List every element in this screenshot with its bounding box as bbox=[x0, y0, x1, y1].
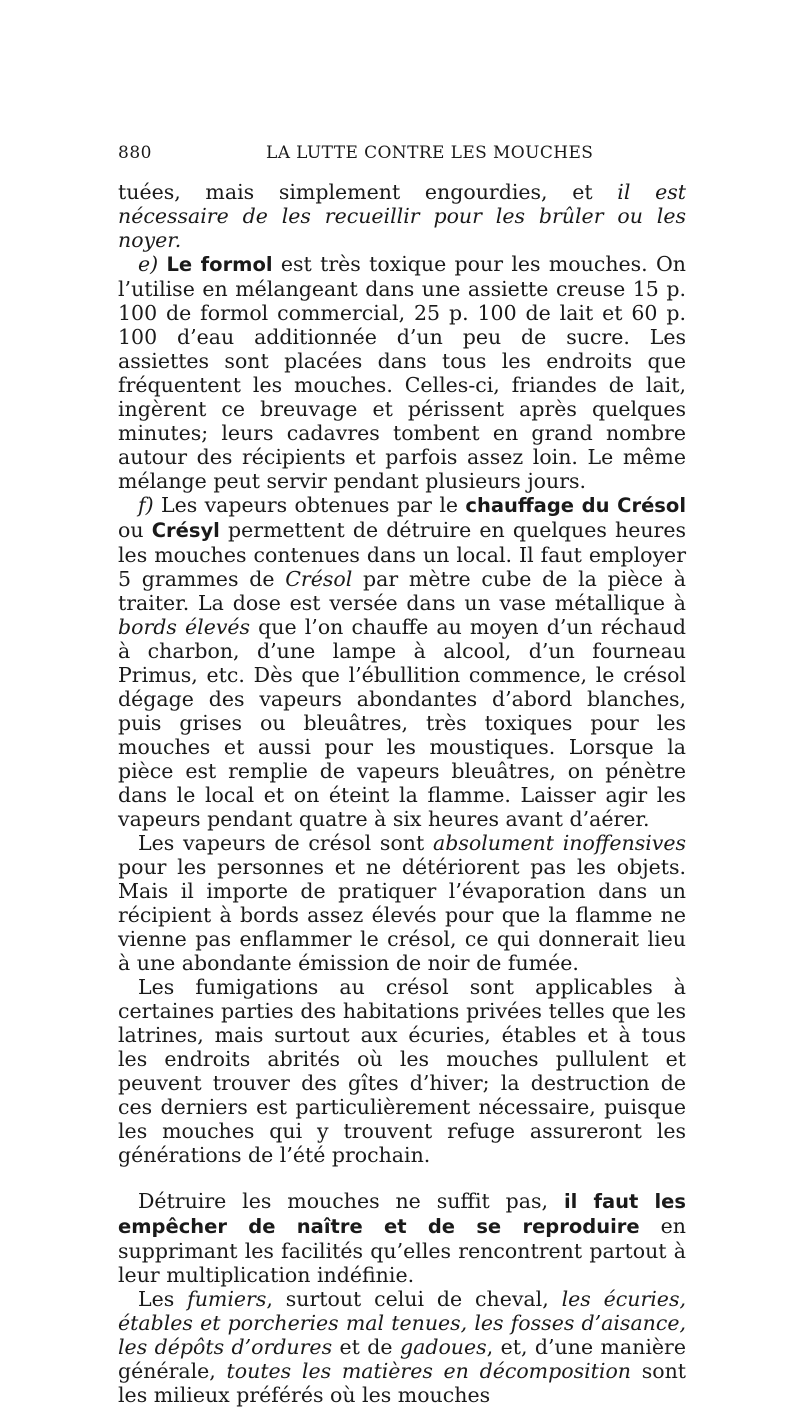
text-run: ou bbox=[118, 518, 152, 542]
body-text bbox=[118, 180, 686, 1407]
text-run: Les vapeurs de crésol sont bbox=[138, 831, 433, 855]
item-letter: e) bbox=[138, 252, 167, 276]
italic-text: bords élevés bbox=[118, 615, 251, 639]
text-run: tuées, mais simplement engourdies, et bbox=[118, 180, 618, 204]
text-run: pour les personnes et ne détériorent pas les objets. Mais il importe de pratiquer l’évaporation dans un récipient à bords assez élevés pour que la flamme ne vienne pas enflammer le crésol, ce qui donnerait lieu à une abondante émission de noir de fumée. bbox=[118, 855, 686, 975]
text-run: sont les milieux préférés où les mouches bbox=[118, 1359, 687, 1407]
italic-text: toutes les matières en décomposition bbox=[226, 1359, 631, 1383]
paragraph-fumigations: Les fumigations au crésol sont applicables à certaines parties des habitations privées telles que les latrines, mais surtout aux écuries, étables et à tous les endroits abrités où les mouches pullulent et peuvent trouver des gîtes d’hiver; la destruction de ces derniers est particulièrement nécessaire, puisque les mouches qui y trouvent refuge assureront les générations de l’été prochain. bbox=[118, 975, 686, 1167]
bold-term: Crésyl bbox=[151, 519, 220, 542]
paragraph-formol bbox=[118, 252, 686, 493]
text-run: et de bbox=[332, 1335, 400, 1359]
text-run: Les vapeurs obtenues par le bbox=[160, 493, 466, 517]
item-letter: f) bbox=[138, 493, 161, 517]
text-run: Les bbox=[138, 1287, 188, 1311]
text-run: permettent de détruire en quelques heures les mouches contenues dans un local. Il faut employer 5 grammes de bbox=[118, 518, 687, 591]
text-run: , et, d’une manière générale, bbox=[118, 1335, 686, 1383]
bold-term: il faut les empêcher de naître et de se reproduire bbox=[118, 1190, 686, 1238]
page-header bbox=[118, 143, 683, 167]
italic-text: gadoues bbox=[399, 1335, 487, 1359]
page-number: 880 bbox=[118, 143, 152, 163]
text-run: en supprimant les facilités qu’elles rencontrent partout à leur multiplication indéfinie. bbox=[118, 1214, 687, 1287]
bold-term: Le formol bbox=[166, 253, 273, 276]
italic-text: fumiers bbox=[187, 1287, 267, 1311]
italic-text: Crésol bbox=[285, 567, 353, 591]
italic-text: absolument inoffensives bbox=[433, 831, 686, 855]
bold-term: chauffage du Crésol bbox=[465, 494, 686, 517]
italic-text: il est nécessaire de les recueillir pour les brûler ou les noyer. bbox=[118, 180, 686, 252]
text-run: , surtout celui de cheval, bbox=[266, 1287, 562, 1311]
italic-text: les écuries, étables et porcheries mal tenues, les fosses d’aisance, les dépôts d’ordures bbox=[118, 1287, 686, 1359]
text-run: Détruire les mouches ne suffit pas, bbox=[138, 1189, 564, 1213]
paragraph-cresol bbox=[118, 493, 686, 831]
paragraph-prevention bbox=[118, 1189, 686, 1287]
paragraph-inoffensive bbox=[118, 831, 686, 975]
text-run: est très toxique pour les mouches. On l’utilise en mélangeant dans une assiette creuse 15 p. 100 de formol commercial, 25 p. 100 de lait et 60 p. 100 d’eau additionnée d’un peu de sucre. Les assiettes sont placées dans tous les endroits que fréquentent les mouches. Celles-ci, friandes de lait, ingèrent ce breuvage et périssent après quelques minutes; leurs cadavres tombent en grand nombre autour des récipients et parfois assez loin. Le même mélange peut servir pendant plusieurs jours. bbox=[118, 252, 687, 493]
paragraph-fumiers bbox=[118, 1287, 686, 1407]
running-title: LA LUTTE CONTRE LES MOUCHES bbox=[266, 143, 594, 163]
text-run: que l’on chauffe au moyen d’un réchaud à charbon, d’une lampe à alcool, d’un fourneau Primus, etc. Dès que l’ébullition commence, le crésol dégage des vapeurs abondantes d’abord blanches, puis grises ou bleuâtres, très toxiques pour les mouches et aussi pour les moustiques. Lorsque la pièce est remplie de vapeurs bleuâtres, on pénètre dans le local et on éteint la flamme. Laisser agir les vapeurs pendant quatre à six heures avant d’aérer. bbox=[118, 615, 687, 831]
paragraph-continuation bbox=[118, 180, 686, 252]
text-run: par mètre cube de la pièce à traiter. La dose est versée dans un vase métallique à bbox=[118, 567, 686, 615]
